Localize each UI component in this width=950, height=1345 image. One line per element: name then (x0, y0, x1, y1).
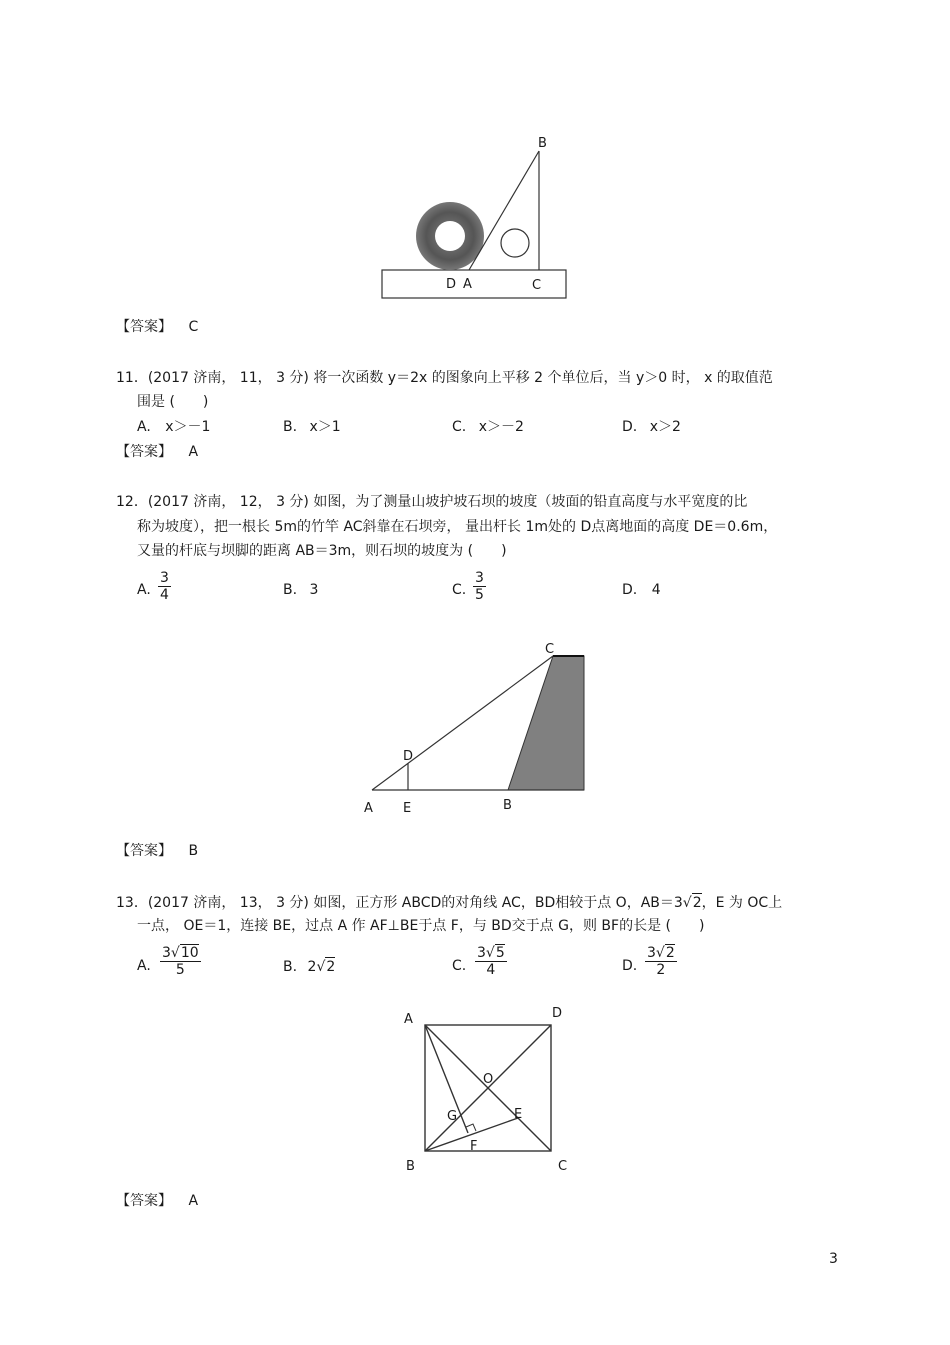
q12-option-a-fraction: $\frac{3}{4}$ (160, 570, 169, 603)
answer-value: C (188, 319, 199, 335)
label-B: B (503, 798, 512, 813)
answer-value: B (188, 843, 199, 859)
q13-line1: 13．(2017 济南， 13， 3 分) 如图，正方形 ABCD的对角线 AC，BD相较于点 O，AB＝3√2，E 为 OC上 (116, 895, 783, 911)
q11-option-c: C. x＞－2 (452, 419, 524, 435)
answer-value: A (188, 1193, 199, 1209)
label-C: C (532, 278, 542, 293)
answer-label: 【答案】 (116, 1193, 172, 1209)
q12-line1: 12．(2017 济南， 12， 3 分) 如图，为了测量山坡护坡石坝的坡度（坡面的铅直高度与水平宽度的比 (116, 494, 748, 510)
q12-option-a-letter: A. (137, 582, 151, 598)
q13-option-d-letter: D. (622, 958, 638, 974)
label-O: O (483, 1072, 494, 1087)
q12-line2: 称为坡度），把一根长 5m的竹竿 AC斜靠在石坝旁， 量出杆长 1m处的 D点离地面的高度 DE＝0.6m， (137, 519, 778, 535)
answer-value: A (188, 444, 199, 460)
q12-option-c-letter: C. (452, 582, 467, 598)
label-B: B (406, 1159, 415, 1174)
q12-line3: 又量的杆底与坝脚的距离 AB＝3m，则石坝的坡度为 ( ) (137, 543, 507, 559)
q11-option-b: B. x＞1 (283, 419, 341, 435)
q13-option-c-letter: C. (452, 958, 467, 974)
label-C: C (558, 1159, 568, 1174)
label-D: D (552, 1006, 563, 1021)
q12-option-c-fraction: $\frac{3}{5}$ (475, 570, 484, 603)
label-C: C (545, 642, 555, 657)
q11-option-a: A. x＞－1 (137, 419, 211, 435)
label-F: F (470, 1139, 478, 1154)
label-E: E (514, 1107, 523, 1122)
q13-option-a-fraction: $\frac{3√10}{5}$ (162, 945, 199, 978)
q12-option-b: B. 3 (283, 582, 319, 598)
label-G: G (447, 1109, 458, 1124)
label-D: D (446, 277, 457, 292)
answer-13 (116, 1192, 198, 1210)
q13-line2: 一点， OE＝1，连接 BE，过点 A 作 AF⊥BE于点 F，与 BD交于点 G，则 BF的长是 ( ) (137, 918, 705, 934)
label-D: D (403, 749, 414, 764)
q13-option-c-fraction: $\frac{3√5}{4}$ (477, 945, 505, 978)
page-number: 3 (829, 1251, 838, 1267)
q11-line2: 围是 ( ) (137, 394, 209, 410)
answer-label: 【答案】 (116, 444, 172, 460)
q11-option-d: D. x＞2 (622, 419, 681, 435)
q11-line1: 11．(2017 济南， 11， 3 分) 将一次函数 y＝2x 的图象向上平移 2 个单位后，当 y＞0 时， x 的取值范 (116, 370, 773, 386)
label-B: B (538, 136, 547, 151)
q12-option-d: D. 4 (622, 582, 661, 598)
label-A: A (404, 1012, 413, 1027)
label-A: A (364, 801, 373, 816)
label-E: E (403, 801, 412, 816)
answer-label: 【答案】 (116, 319, 172, 335)
q13-option-d-fraction: $\frac{3√2}{2}$ (647, 945, 675, 978)
answer-label: 【答案】 (116, 843, 172, 859)
q13-option-a-letter: A. (137, 958, 151, 974)
label-A: A (463, 277, 472, 292)
q13-option-b: B. 2√2 (283, 959, 336, 975)
